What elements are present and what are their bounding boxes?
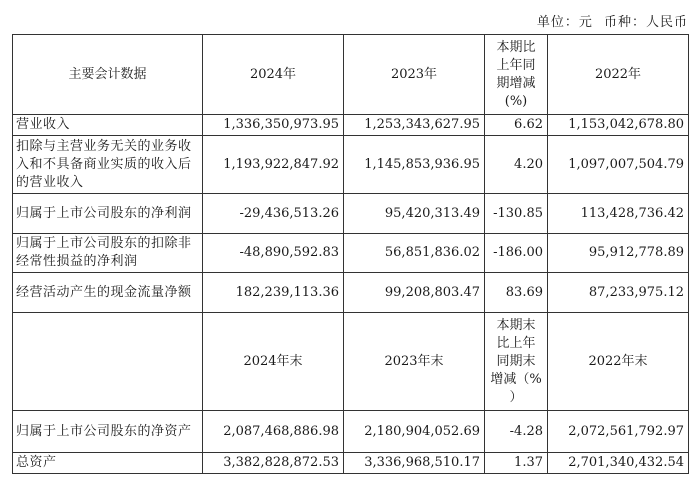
header-2022-end: 2022年末 (548, 313, 689, 411)
header-change-pct-end (485, 313, 548, 411)
header-2024: 2024年 (203, 35, 344, 115)
value-change: -130.85 (485, 194, 548, 234)
value-2022: 1,153,042,678.80 (548, 115, 689, 136)
value-2023: 99,208,803.47 (344, 273, 485, 313)
unit-currency-line (531, 11, 688, 30)
unit-label: 单位：元 (536, 15, 593, 30)
table-header-row-period-end (13, 313, 689, 411)
header-2023: 2023年 (344, 35, 485, 115)
value-2023-end: 3,336,968,510.17 (344, 453, 485, 474)
header-change-pct (485, 35, 548, 115)
row-label: 总资产 (13, 453, 203, 474)
value-change: -186.00 (485, 234, 548, 273)
value-2024: 182,239,113.36 (203, 273, 344, 313)
header-main-data: 主要会计数据 (13, 35, 203, 115)
table-row (13, 453, 689, 474)
header-2023-end: 2023年末 (344, 313, 485, 411)
value-2022: 87,233,975.12 (548, 273, 689, 313)
value-2022: 95,912,778.89 (548, 234, 689, 273)
table-row (13, 273, 689, 313)
header-change-line: 本期末 (496, 317, 536, 333)
value-2024: 1,336,350,973.95 (203, 115, 344, 136)
header-change-line: 期增减 (496, 75, 536, 91)
value-2022: 1,097,007,504.79 (548, 136, 689, 194)
header-change-line: 同期末 (496, 353, 536, 369)
header-change-line: 比上年 (496, 335, 536, 351)
row-label: 扣除与主营业务无关的业务收入和不具备商业实质的收入后的营业收入 (13, 136, 203, 194)
value-2023: 56,851,836.02 (344, 234, 485, 273)
value-2023-end: 2,180,904,052.69 (344, 411, 485, 453)
header-change-line: (%) (504, 93, 528, 109)
table-row (13, 194, 689, 234)
value-2024-end: 3,382,828,872.53 (203, 453, 344, 474)
value-2022-end: 2,072,561,792.97 (548, 411, 689, 453)
value-2024: -29,436,513.26 (203, 194, 344, 234)
value-change-end: -4.28 (485, 411, 548, 453)
header-change-line: 增减（% (490, 371, 542, 387)
value-2022: 113,428,736.42 (548, 194, 689, 234)
currency-label: 币种：人民币 (603, 15, 688, 30)
value-change: 4.20 (485, 136, 548, 194)
row-label: 归属于上市公司股东的净利润 (13, 194, 203, 234)
table-row (13, 136, 689, 194)
row-label: 归属于上市公司股东的扣除非经常性损益的净利润 (13, 234, 203, 273)
table-row (13, 411, 689, 453)
header-empty-cell (13, 313, 203, 411)
value-change: 6.62 (485, 115, 548, 136)
financial-data-table (12, 34, 689, 474)
value-change: 83.69 (485, 273, 548, 313)
table-row (13, 234, 689, 273)
header-change-line: 上年同 (496, 57, 536, 73)
row-label: 经营活动产生的现金流量净额 (13, 273, 203, 313)
header-2022: 2022年 (548, 35, 689, 115)
value-2024: 1,193,922,847.92 (203, 136, 344, 194)
header-change-line: ） (509, 389, 523, 405)
value-2023: 1,253,343,627.95 (344, 115, 485, 136)
table-header-row (13, 35, 689, 115)
row-label: 归属于上市公司股东的净资产 (13, 411, 203, 453)
row-label: 营业收入 (13, 115, 203, 136)
value-change-end: 1.37 (485, 453, 548, 474)
table-row (13, 115, 689, 136)
value-2023: 1,145,853,936.95 (344, 136, 485, 194)
value-2024-end: 2,087,468,886.98 (203, 411, 344, 453)
value-2022-end: 2,701,340,432.54 (548, 453, 689, 474)
header-2024-end: 2024年末 (203, 313, 344, 411)
header-change-line: 本期比 (496, 39, 536, 55)
value-2023: 95,420,313.49 (344, 194, 485, 234)
value-2024: -48,890,592.83 (203, 234, 344, 273)
